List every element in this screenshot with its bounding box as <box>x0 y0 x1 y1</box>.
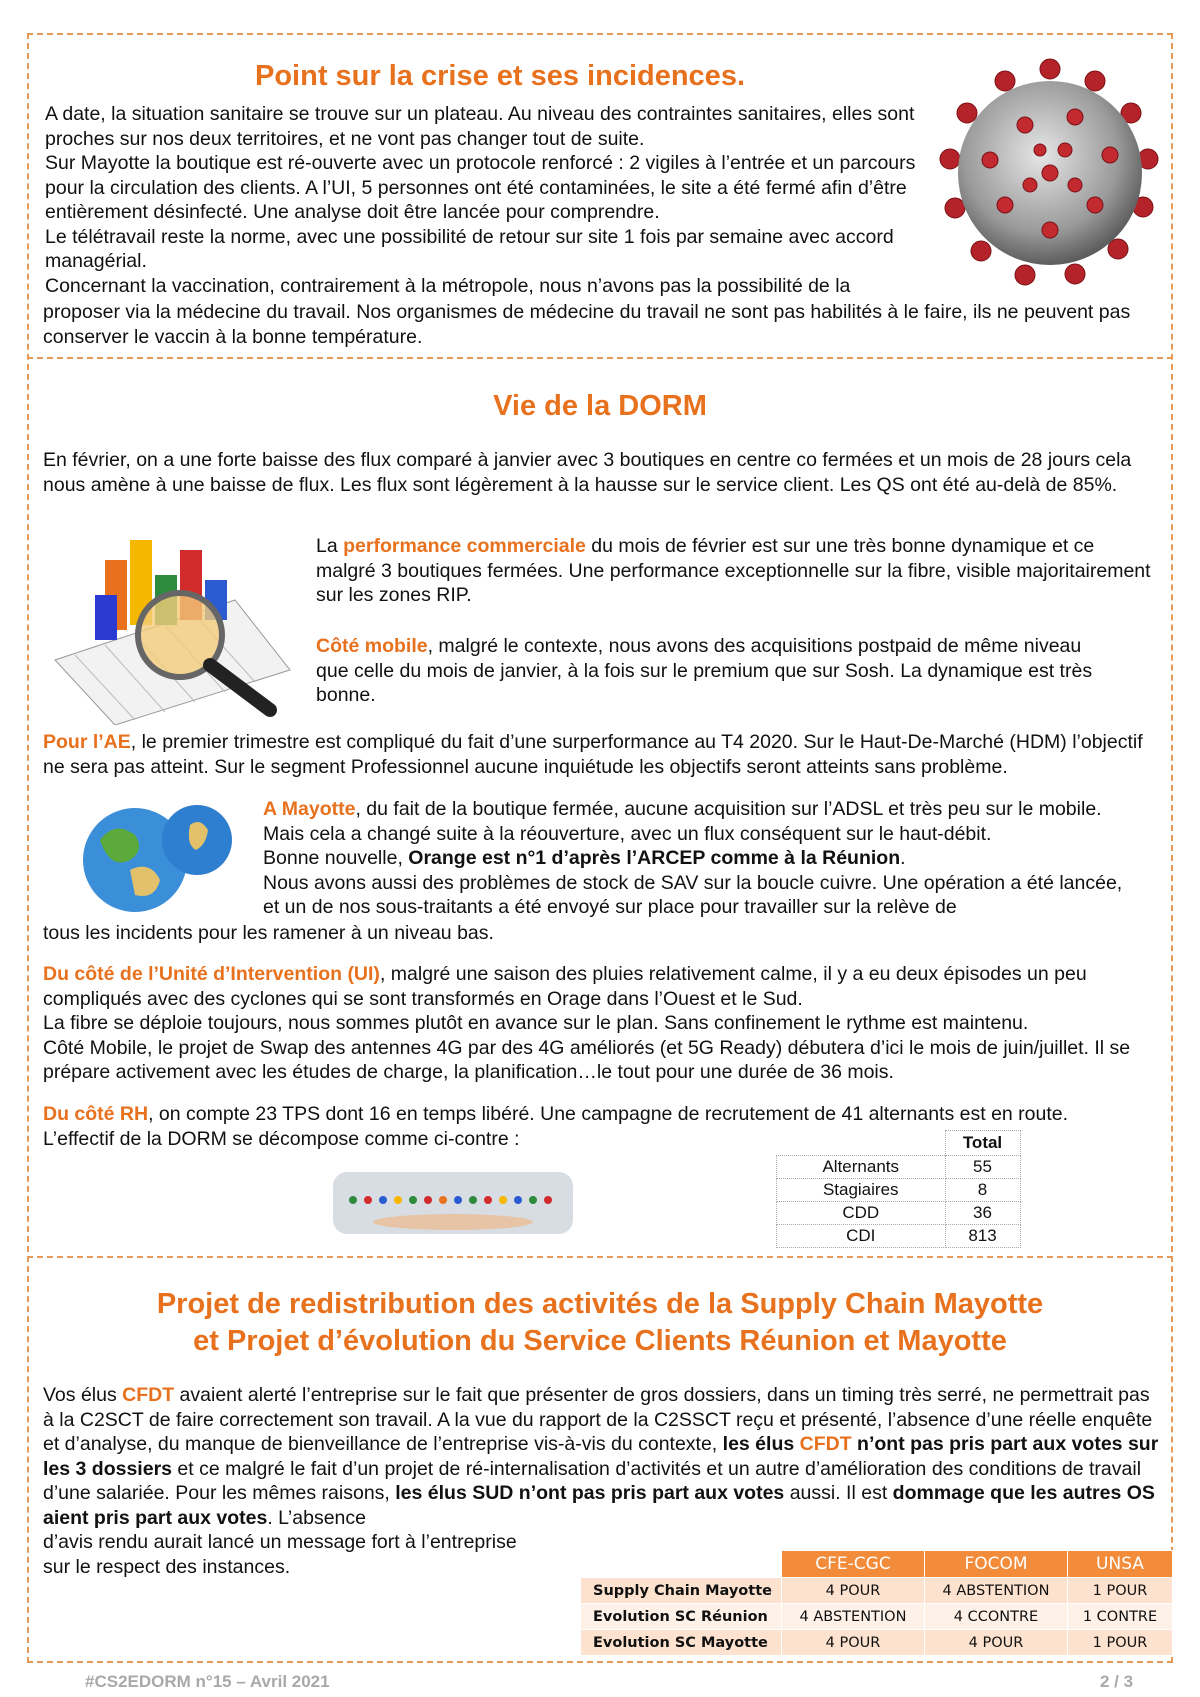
staff-header-total: Total <box>945 1131 1020 1156</box>
good-news-end: . <box>900 847 906 869</box>
vote-end <box>43 1530 583 1579</box>
vote-b2: les élus SUD n’ont pas pris part aux votes <box>395 1482 785 1504</box>
supply-chain-title-line2: et Projet d’évolution du Service Clients Réunion et Mayotte <box>193 1325 1007 1357</box>
mobile-text: , malgré le contexte, nous avons des acquisitions postpaid de même niveau que celle du mois de janvier, à la fois sur le premium que sur Sosh. La dynamique est très bonne. <box>316 635 1093 706</box>
mayotte-label: A Mayotte <box>263 798 356 820</box>
staff-table <box>776 1130 1021 1248</box>
chart-magnifier-image <box>35 520 300 725</box>
globe-image <box>75 800 235 915</box>
vote-b1a: les élus <box>722 1433 800 1455</box>
table-row <box>777 1179 1021 1202</box>
ae-label: Pour l’AE <box>43 731 131 753</box>
dorm-title: Vie de la DORM <box>493 390 707 422</box>
vote-t7: sur le respect des instances. <box>43 1555 291 1578</box>
ae-text: , le premier trimestre est compliqué du fait d’une surperformance au T4 2020. Sur le Haut-De-Marché (HDM) l’objectif ne sera pas atteint. Sur le segment Professionnel aucune inquiétude les objectifs seront atteints sans problème. <box>43 731 1143 778</box>
page-number: 2 / 3 <box>1100 1672 1134 1691</box>
section-divider <box>27 1256 1173 1258</box>
votes-row-label: Evolution SC Mayotte <box>581 1630 782 1656</box>
rh-text: , on compte 23 TPS dont 16 en temps libéré. Une campagne de recrutement de 41 alternants est en route. L’effectif de la DORM se décompose comme ci-contre : <box>43 1103 1069 1150</box>
vote-paragraph <box>43 1383 1163 1530</box>
good-news-bold: Orange est n°1 d’après l’ARCEP comme à la Réunion <box>408 847 901 869</box>
perf-label: performance commerciale <box>343 535 586 557</box>
votes-cell: 4 POUR <box>925 1630 1068 1656</box>
votes-row-label: Supply Chain Mayotte <box>581 1578 782 1604</box>
vote-t5: . L’absence <box>267 1506 366 1529</box>
votes-cell: 1 CONTRE <box>1068 1604 1173 1630</box>
mobile-paragraph <box>316 634 1116 708</box>
section-divider <box>27 357 1173 359</box>
dorm-intro: En février, on a une forte baisse des flux comparé à janvier avec 3 boutiques en centre co fermées et un mois de 28 jours cela nous amène à une baisse de flux. Les flux sont légèrement à la hausse sur le service client. Les QS ont été au-delà de 85%. <box>43 449 1132 496</box>
cfdt-label: CFDT <box>799 1433 852 1455</box>
staff-label: Alternants <box>777 1156 946 1179</box>
ui-paragraph <box>43 962 1168 1085</box>
crisis-text <box>45 102 930 298</box>
votes-header-blank <box>581 1551 782 1578</box>
table-row <box>581 1604 1173 1630</box>
vote-t1: Vos élus <box>43 1384 123 1406</box>
vote-b1b: n’ont pas pris part aux votes sur les 3 dossiers <box>43 1433 1159 1480</box>
perf-text: du mois de février est sur une très bonne dynamique et ce malgré 3 boutiques fermées. Une performance exceptionnelle sur la fibre, visible majoritairement sur les zones RIP. <box>316 535 1151 606</box>
mobile-label: Côté mobile <box>316 635 428 657</box>
votes-cell: 4 ABSTENTION <box>925 1578 1068 1604</box>
staff-value: 813 <box>945 1225 1020 1248</box>
crisis-p4b: proposer via la médecine du travail. Nos organismes de médecine du travail ne sont pas habilités à le faire, ils ne peuvent pas conserver le vaccin à la bonne température. <box>43 301 1131 348</box>
table-row <box>581 1630 1173 1656</box>
votes-cell: 4 POUR <box>782 1630 925 1656</box>
vote-t4: aussi. Il est <box>784 1482 893 1504</box>
staff-label: CDD <box>777 1202 946 1225</box>
mayotte-paragraph <box>263 797 1143 920</box>
table-row <box>581 1578 1173 1604</box>
rh-label: Du côté RH <box>43 1103 149 1125</box>
crisis-title: Point sur la crise et ses incidences. <box>255 60 745 92</box>
stock-text: Nous avons aussi des problèmes de stock de SAV sur la boucle cuivre. Une opération a été lancée, et un de nos sous-traitants a été envoyé sur place pour travailler sur la relève de <box>263 871 1123 918</box>
fibre-text: La fibre se déploie toujours, nous sommes plutôt en avance sur le plan. Sans confinement le rythme est maintenu. <box>43 1012 1029 1034</box>
performance-paragraph <box>316 534 1156 608</box>
table-row <box>777 1156 1021 1179</box>
crisis-p3: Le télétravail reste la norme, avec une possibilité de retour sur site 1 fois par semaine avec accord managérial. <box>45 225 894 272</box>
footer-issue: #CS2EDORM n°15 – Avril 2021 <box>85 1672 330 1691</box>
votes-cell: 4 POUR <box>782 1578 925 1604</box>
ae-paragraph <box>43 730 1168 779</box>
crisis-p2: Sur Mayotte la boutique est ré-ouverte avec un protocole renforcé : 2 vigiles à l’entrée et un parcours pour la circulation des clients. A l’UI, 5 personnes ont été contaminées, le site a été fermé afin d’être entièrement désinfecté. Une analyse doit être lancée pour comprendre. <box>45 152 916 223</box>
table-row <box>777 1225 1021 1248</box>
votes-cell: 4 ABSTENTION <box>782 1604 925 1630</box>
good-news-lead: Bonne nouvelle, <box>263 847 409 869</box>
mayotte-text: , du fait de la boutique fermée, aucune acquisition sur l’ADSL et très peu sur le mobile. Mais cela a changé suite à la réouverture, avec un flux conséquent sur le haut-débit. <box>263 798 1102 845</box>
votes-cell: 1 POUR <box>1068 1630 1173 1656</box>
votes-header-unsa: UNSA <box>1068 1551 1173 1578</box>
supply-chain-title <box>40 1286 1160 1360</box>
votes-row-label: Evolution SC Réunion <box>581 1604 782 1630</box>
staff-label: Stagiaires <box>777 1179 946 1202</box>
table-row <box>777 1202 1021 1225</box>
staff-value: 8 <box>945 1179 1020 1202</box>
perf-lead: La <box>316 535 344 557</box>
vote-t3: et ce malgré le fait d’un projet de ré-internalisation d’activités et un autre d’amélioration des conditions de travail d’une salariée. Pour les mêmes raisons, <box>43 1457 1142 1504</box>
staff-value: 36 <box>945 1202 1020 1225</box>
ui-text: , malgré une saison des pluies relativement calme, il y a eu deux épisodes un peu compliqués avec des cyclones qui se sont transformés en Orage dans l’Ouest et le Sud. <box>43 963 1087 1010</box>
crisis-p1: A date, la situation sanitaire se trouve sur un plateau. Au niveau des contraintes sanitaires, elles sont proches sur nos deux territoires, et ne vont pas changer tout de suite. <box>45 103 915 150</box>
votes-header-focom: FOCOM <box>925 1551 1068 1578</box>
votes-table <box>580 1550 1173 1656</box>
supply-chain-title-line1: Projet de redistribution des activités de la Supply Chain Mayotte <box>156 1288 1044 1320</box>
votes-cell: 4 CCONTRE <box>925 1604 1068 1630</box>
vote-b3: dommage que les autres OS aient pris part aux votes <box>43 1482 1155 1529</box>
people-hand-image <box>333 1172 573 1234</box>
votes-cell: 1 POUR <box>1068 1578 1173 1604</box>
coronavirus-image <box>935 55 1165 290</box>
vote-t2: avaient alerté l’entreprise sur le fait que présenter de gros dossiers, dans un timing très serré, ne permettrait pas à la C2SCT de faire correctement son travail. A la vue du rapport de la C2SSCT reçu et présenté, l’absence d’une réelle enquête et d’analyse, du manque de bienveillance de l’entreprise vis-à-vis du contexte, <box>43 1384 1153 1455</box>
staff-value: 55 <box>945 1156 1020 1179</box>
swap-text: Côté Mobile, le projet de Swap des antennes 4G par des 4G améliorés (et 5G Ready) débutera d’ici le mois de juin/juillet. Il se prépare activement avec les études de charge, la planification…le tout pour une durée de 36 mois. <box>43 1036 1131 1083</box>
staff-label: CDI <box>777 1225 946 1248</box>
cfdt-label: CFDT <box>122 1384 175 1406</box>
crisis-p4a: Concernant la vaccination, contrairement à la métropole, nous n’avons pas la possibilité de la <box>45 274 851 297</box>
vote-t6: d’avis rendu aurait lancé un message fort à l’entreprise <box>43 1531 517 1553</box>
stock-text2: tous les incidents pour les ramener à un niveau bas. <box>43 922 494 944</box>
votes-header-cfe-cgc: CFE-CGC <box>782 1551 925 1578</box>
ui-label: Du côté de l’Unité d’Intervention (UI) <box>43 963 380 985</box>
staff-header-blank <box>777 1131 946 1156</box>
